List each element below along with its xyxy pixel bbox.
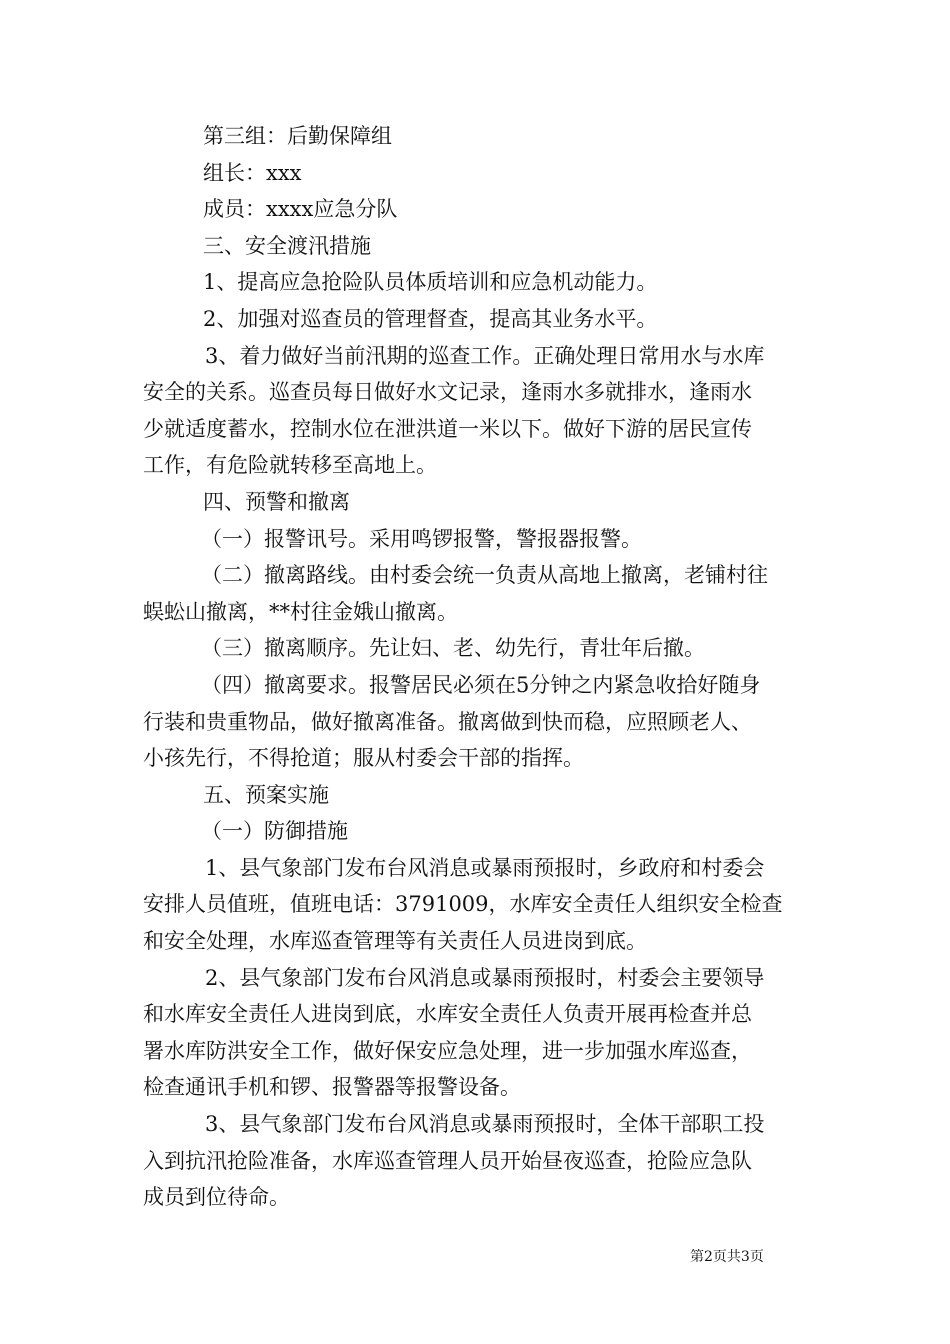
subsection-heading-defense-measures: （一）防御措施 xyxy=(201,819,348,844)
defense-item-2-line-3: 署水库防洪安全工作，做好保安应急处理，进一步加强水库巡查， xyxy=(143,1038,752,1063)
group-members: 成员：xxxx应急分队 xyxy=(203,197,398,222)
measure-item-3-line-4: 工作，有危险就转移至高地上。 xyxy=(143,453,437,478)
group-title-logistics: 第三组：后勤保障组 xyxy=(203,124,392,148)
measure-item-1: 1、提高应急抢险队员体质培训和应急机动能力。 xyxy=(203,270,658,295)
measure-item-3-line-1: 3、着力做好当前汛期的巡查工作。正确处理日常用水与水库 xyxy=(205,343,765,368)
measure-item-3-line-3: 少就适度蓄水，控制水位在泄洪道一米以下。做好下游的居民宣传 xyxy=(143,416,752,441)
document-body xyxy=(143,118,811,1216)
section-heading-safety-measures: 三、安全渡汛措施 xyxy=(203,233,371,258)
defense-item-3-line-3: 成员到位待命。 xyxy=(143,1185,290,1210)
defense-item-3-line-2: 入到抗汛抢险准备，水库巡查管理人员开始昼夜巡查，抢险应急队 xyxy=(143,1148,752,1173)
defense-item-2-line-1: 2、县气象部门发布台风消息或暴雨预报时，村委会主要领导 xyxy=(205,965,765,990)
measure-item-3-line-2: 安全的关系。巡查员每日做好水文记录，逢雨水多就排水，逢雨水 xyxy=(143,380,752,405)
warning-signal: （一）报警讯号。采用鸣锣报警，警报器报警。 xyxy=(201,526,642,551)
evacuation-order: （三）撤离顺序。先让妇、老、幼先行，青壮年后撤。 xyxy=(201,636,705,661)
evacuation-route-line-1: （二）撤离路线。由村委会统一负责从高地上撤离，老铺村往 xyxy=(201,563,768,588)
section-heading-warning-evacuation: 四、预警和撤离 xyxy=(203,489,350,514)
evacuation-route-line-2: 蜈蚣山撤离，**村往金娥山撤离。 xyxy=(143,599,458,624)
measure-item-2: 2、加强对巡查员的管理督查，提高其业务水平。 xyxy=(203,306,658,331)
group-leader: 组长：xxx xyxy=(203,160,302,185)
page-number-footer: 第2页共3页 xyxy=(690,1249,764,1265)
defense-item-2-line-4: 检查通讯手机和锣、报警器等报警设备。 xyxy=(143,1075,521,1100)
defense-item-1-line-1: 1、县气象部门发布台风消息或暴雨预报时，乡政府和村委会 xyxy=(205,855,765,880)
defense-item-1-line-2: 安排人员值班，值班电话：3791009，水库安全责任人组织安全检查 xyxy=(143,892,783,917)
evacuation-requirement-line-1: （四）撤离要求。报警居民必须在5分钟之内紧急收拾好随身 xyxy=(201,672,761,697)
defense-item-2-line-2: 和水库安全责任人进岗到底，水库安全责任人负责开展再检查并总 xyxy=(143,1002,752,1027)
defense-item-1-line-3: 和安全处理，水库巡查管理等有关责任人员进岗到底。 xyxy=(143,929,647,954)
section-heading-plan-implementation: 五、预案实施 xyxy=(203,782,329,807)
evacuation-requirement-line-2: 行装和贵重物品，做好撤离准备。撤离做到快而稳，应照顾老人、 xyxy=(143,709,752,734)
defense-item-3-line-1: 3、县气象部门发布台风消息或暴雨预报时，全体干部职工投 xyxy=(205,1112,765,1137)
evacuation-requirement-line-3: 小孩先行，不得抢道；服从村委会干部的指挥。 xyxy=(143,746,584,771)
